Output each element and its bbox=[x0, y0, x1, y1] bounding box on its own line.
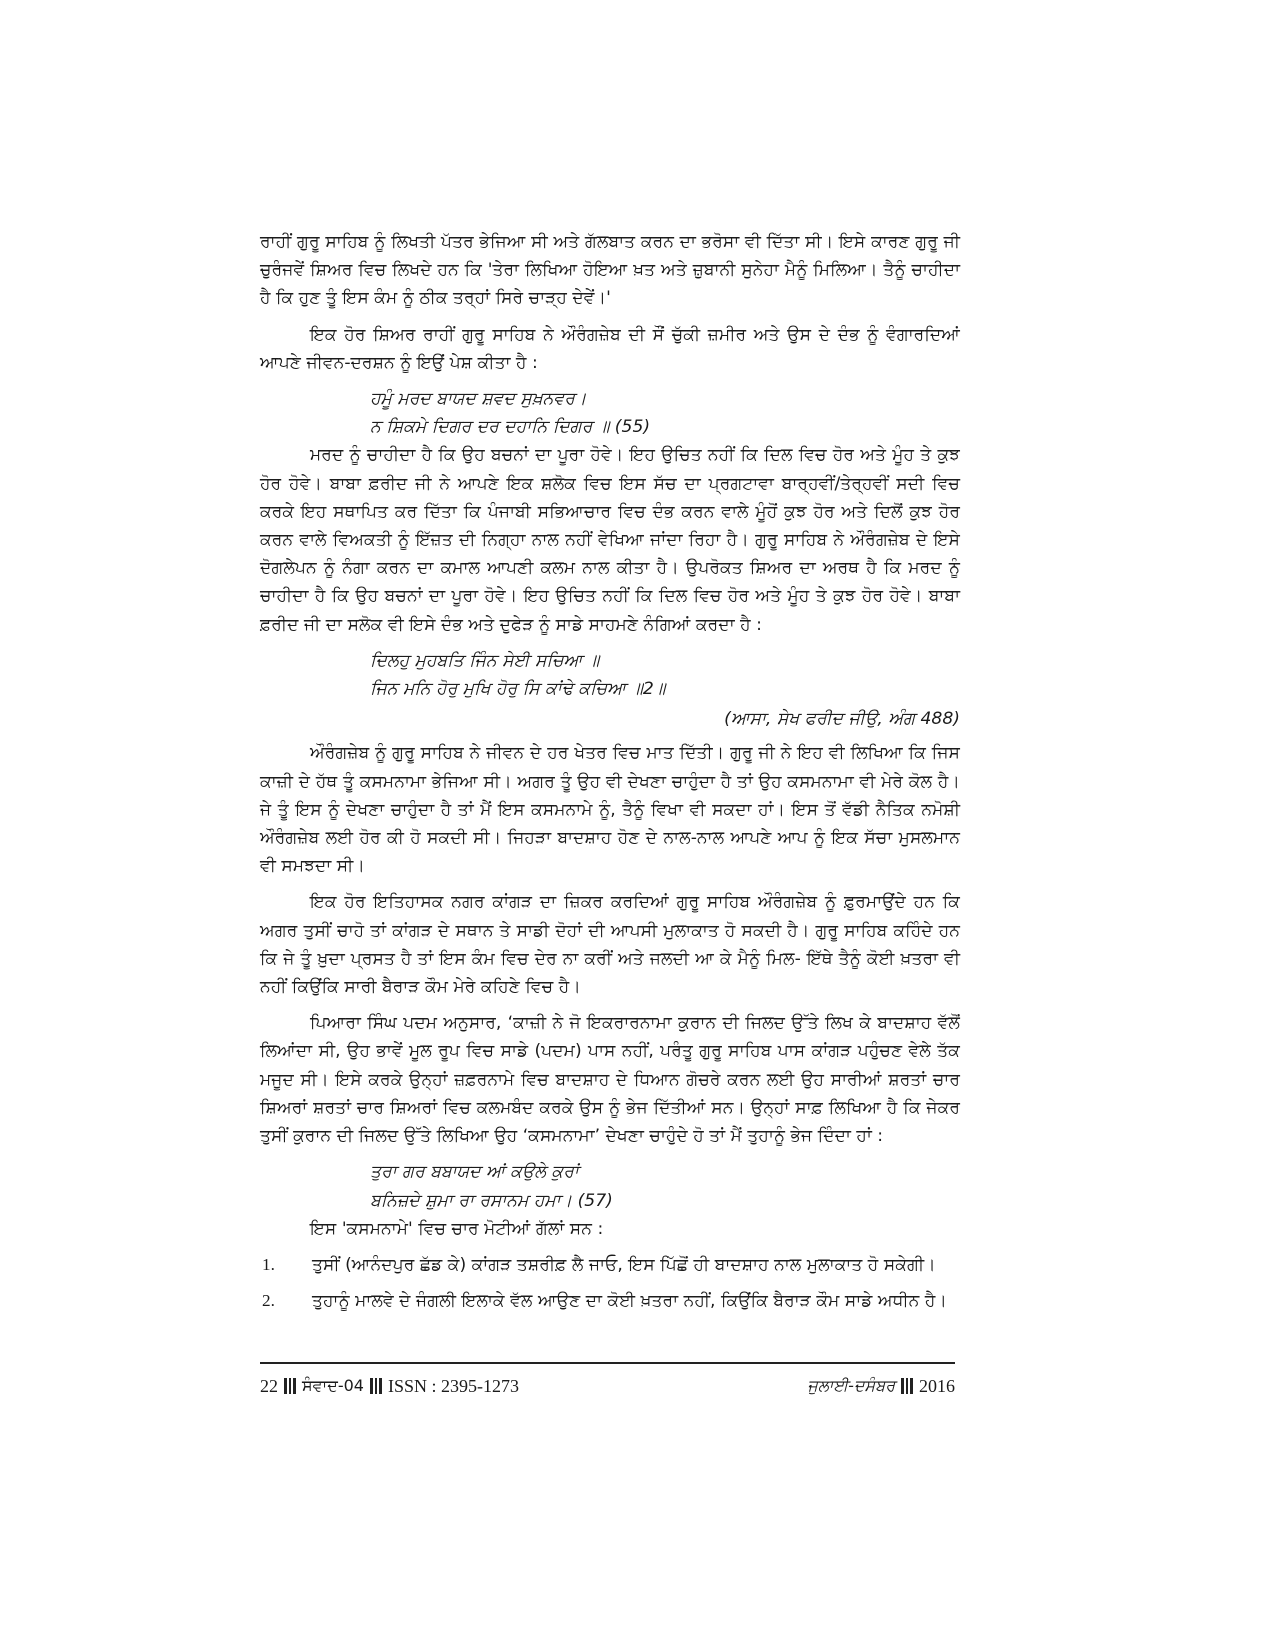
verse-line: ਹਮੂੰ ਮਰਦ ਬਾਯਦ ਸ਼ਵਦ ਸੁਖ਼ਨਵਰ। bbox=[370, 389, 587, 410]
issue-year: 2016 bbox=[919, 1375, 955, 1396]
page-body bbox=[260, 228, 960, 1323]
paragraph: ਔਰੰਗਜ਼ੇਬ ਨੂੰ ਗੁਰੂ ਸਾਹਿਬ ਨੇ ਜੀਵਨ ਦੇ ਹਰ ਖੇਤਰ ਵਿਚ ਮਾਤ ਦਿੱਤੀ। ਗੁਰੂ ਜੀ ਨੇ ਇਹ ਵੀ ਲਿਖਿਆ ਕਿ ਜਿਸ ਕਾਜ਼ੀ ਦੇ ਹੱਥ ਤੂੰ ਕਸਮਨਾਮਾ ਭੇਜਿਆ ਸੀ। ਅਗਰ ਤੂੰ ਉਹ ਵੀ ਦੇਖਣਾ ਚਾਹੁੰਦਾ ਹੈ ਤਾਂ ਉਹ ਕਸਮਨਾਮਾ ਵੀ ਮੇਰੇ ਕੋਲ ਹੈ। ਜੇ ਤੂੰ ਇਸ ਨੂੰ ਦੇਖਣਾ ਚਾਹੁੰਦਾ ਹੈ ਤਾਂ ਮੈਂ ਇਸ ਕਸਮਨਾਮੇ ਨੂੰ, ਤੈਨੂੰ ਵਿਖਾ ਵੀ ਸਕਦਾ ਹਾਂ। ਇਸ ਤੋਂ ਵੱਡੀ ਨੈਤਿਕ ਨਮੋਸ਼ੀ ਔਰੰਗਜ਼ੇਬ ਲਈ ਹੋਰ ਕੀ ਹੋ ਸਕਦੀ ਸੀ। ਜਿਹੜਾ ਬਾਦਸ਼ਾਹ ਹੋਣ ਦੇ ਨਾਲ-ਨਾਲ ਆਪਣੇ ਆਪ ਨੂੰ ਇਕ ਸੱਚਾ ਮੁਸਲਮਾਨ ਵੀ ਸਮਝਦਾ ਸੀ। bbox=[260, 743, 960, 877]
numbered-list bbox=[260, 1251, 960, 1315]
page-footer bbox=[260, 1371, 955, 1401]
issn: ISSN : 2395-1273 bbox=[387, 1375, 519, 1396]
list-number: 2. bbox=[262, 1291, 275, 1311]
list-item bbox=[260, 1287, 960, 1315]
separator-bars-icon bbox=[284, 1378, 296, 1394]
journal-name: ਸੰਵਾਦ-04 bbox=[302, 1376, 364, 1395]
paragraph: ਇਕ ਹੋਰ ਸ਼ਿਅਰ ਰਾਹੀਂ ਗੁਰੂ ਸਾਹਿਬ ਨੇ ਔਰੰਗਜ਼ੇਬ ਦੀ ਸੌਂ ਚੁੱਕੀ ਜ਼ਮੀਰ ਅਤੇ ਉਸ ਦੇ ਦੰਭ ਨੂੰ ਵੰਗਾਰਦਿਆਂ ਆਪਣੇ ਜੀਵਨ-ਦਰਸ਼ਨ ਨੂੰ ਇਉਂ ਪੇਸ਼ ਕੀਤਾ ਹੈ : bbox=[260, 324, 960, 373]
separator-bars-icon bbox=[370, 1378, 382, 1394]
verse-line: ਤੁਰਾ ਗਰ ਬਬਾਯਦ ਆਂ ਕਉਲੇ ਕੁਰਾਂ bbox=[370, 1162, 579, 1183]
paragraph: ਪਿਆਰਾ ਸਿੰਘ ਪਦਮ ਅਨੁਸਾਰ, ‘ਕਾਜ਼ੀ ਨੇ ਜੋ ਇਕਰਾਰਨਾਮਾ ਕੁਰਾਨ ਦੀ ਜਿਲਦ ਉੱਤੇ ਲਿਖ ਕੇ ਬਾਦਸ਼ਾਹ ਵੱਲੋਂ ਲਿਆਂਦਾ ਸੀ, ਉਹ ਭਾਵੇਂ ਮੂਲ ਰੂਪ ਵਿਚ ਸਾਡੇ (ਪਦਮ) ਪਾਸ ਨਹੀਂ, ਪਰੰਤੂ ਗੁਰੂ ਸਾਹਿਬ ਪਾਸ ਕਾਂਗੜ ਪਹੁੰਚਣ ਵੇਲੇ ਤੱਕ ਮਜੂਦ ਸੀ। ਇਸੇ ਕਰਕੇ ਉਨ੍ਹਾਂ ਜ਼ਫ਼ਰਨਾਮੇ ਵਿਚ ਬਾਦਸ਼ਾਹ ਦੇ ਧਿਆਨ ਗੋਚਰੇ ਕਰਨ ਲਈ ਉਹ ਸਾਰੀਆਂ ਸ਼ਰਤਾਂ ਚਾਰ ਸ਼ਿਅਰਾਂ ਸ਼ਰਤਾਂ ਚਾਰ ਸ਼ਿਅਰਾਂ ਵਿਚ ਕਲਮਬੰਦ ਕਰਕੇ ਉਸ ਨੂੰ ਭੇਜ ਦਿੱਤੀਆਂ ਸਨ। ਉਨ੍ਹਾਂ ਸਾਫ਼ ਲਿਖਿਆ ਹੈ ਕਿ ਜੇਕਰ ਤੁਸੀਂ ਕੁਰਾਨ ਦੀ ਜਿਲਦ ਉੱਤੇ ਲਿਖਿਆ ਉਹ ‘ਕਸਮਨਾਮਾ’ ਦੇਖਣਾ ਚਾਹੁੰਦੇ ਹੋ ਤਾਂ ਮੈਂ ਤੁਹਾਨੂੰ ਭੇਜ ਦਿੰਦਾ ਹਾਂ : bbox=[260, 1013, 960, 1147]
list-item bbox=[260, 1251, 960, 1279]
verse-line: ਨ ਸ਼ਿਕਮੇ ਦਿਗਰ ਦਰ ਦਹਾਨਿ ਦਿਗਰ ॥ (55) bbox=[370, 417, 651, 438]
list-number: 1. bbox=[262, 1254, 275, 1274]
paragraph: ਇਸ 'ਕਸਮਨਾਮੇ' ਵਿਚ ਚਾਰ ਮੋਟੀਆਂ ਗੱਲਾਂ ਸਨ : bbox=[310, 1218, 604, 1239]
footer-rule bbox=[260, 1362, 955, 1364]
verse-line: ਦਿਲਹੁ ਮੁਹਬਤਿ ਜਿੰਨ ਸੇਈ ਸਚਿਆ ॥ bbox=[370, 650, 600, 671]
paragraph: ਰਾਹੀਂ ਗੁਰੂ ਸਾਹਿਬ ਨੂੰ ਲਿਖਤੀ ਪੱਤਰ ਭੇਜਿਆ ਸੀ ਅਤੇ ਗੱਲਬਾਤ ਕਰਨ ਦਾ ਭਰੋਸਾ ਵੀ ਦਿੱਤਾ ਸੀ। ਇਸੇ ਕਾਰਣ ਗੁਰੂ ਜੀ ਚੁਰੰਜਵੇਂ ਸ਼ਿਅਰ ਵਿਚ ਲਿਖਦੇ ਹਨ ਕਿ 'ਤੇਰਾ ਲਿਖਿਆ ਹੋਇਆ ਖ਼ਤ ਅਤੇ ਜ਼ੁਬਾਨੀ ਸੁਨੇਹਾ ਮੈਨੂੰ ਮਿਲਿਆ। ਤੈਨੂੰ ਚਾਹੀਦਾ ਹੈ ਕਿ ਹੁਣ ਤੂੰ ਇਸ ਕੰਮ ਨੂੰ ਠੀਕ ਤਰ੍ਹਾਂ ਸਿਰੇ ਚਾੜ੍ਹ ਦੇਵੇਂ।' bbox=[260, 232, 960, 309]
verse-block bbox=[370, 1158, 960, 1214]
verse-line: ਬਨਿਜ਼ਦੇ ਸ਼ੁਮਾ ਰਾ ਰਸਾਨਮ ਹਮਾ। (57) bbox=[370, 1190, 613, 1211]
paragraph: ਮਰਦ ਨੂੰ ਚਾਹੀਦਾ ਹੈ ਕਿ ਉਹ ਬਚਨਾਂ ਦਾ ਪੂਰਾ ਹੋਵੇ। ਇਹ ਉਚਿਤ ਨਹੀਂ ਕਿ ਦਿਲ ਵਿਚ ਹੋਰ ਅਤੇ ਮੂੰਹ ਤੇ ਕੁਝ ਹੋਰ ਹੋਵੇ। ਬਾਬਾ ਫ਼ਰੀਦ ਜੀ ਨੇ ਆਪਣੇ ਇਕ ਸ਼ਲੋਕ ਵਿਚ ਇਸ ਸੱਚ ਦਾ ਪ੍ਰਗਟਾਵਾ ਬਾਰ੍ਹਵੀਂ/ਤੇਰ੍ਹਵੀਂ ਸਦੀ ਵਿਚ ਕਰਕੇ ਇਹ ਸਥਾਪਿਤ ਕਰ ਦਿੱਤਾ ਕਿ ਪੰਜਾਬੀ ਸਭਿਆਚਾਰ ਵਿਚ ਦੰਭ ਕਰਨ ਵਾਲੇ ਮੂੰਹੋਂ ਕੁਝ ਹੋਰ ਅਤੇ ਦਿਲੋਂ ਕੁਝ ਹੋਰ ਕਰਨ ਵਾਲੇ ਵਿਅਕਤੀ ਨੂੰ ਇੱਜ਼ਤ ਦੀ ਨਿਗ੍ਹਾ ਨਾਲ ਨਹੀਂ ਵੇਖਿਆ ਜਾਂਦਾ ਰਿਹਾ ਹੈ। ਗੁਰੂ ਸਾਹਿਬ ਨੇ ਔਰੰਗਜ਼ੇਬ ਦੇ ਇਸੇ ਦੋਗਲੇਪਨ ਨੂੰ ਨੰਗਾ ਕਰਨ ਦਾ ਕਮਾਲ ਆਪਣੀ ਕਲਮ ਨਾਲ ਕੀਤਾ ਹੈ। ਉਪਰੋਕਤ ਸ਼ਿਅਰ ਦਾ ਅਰਥ ਹੈ ਕਿ ਮਰਦ ਨੂੰ ਚਾਹੀਦਾ ਹੈ ਕਿ ਉਹ ਬਚਨਾਂ ਦਾ ਪੂਰਾ ਹੋਵੇ। ਇਹ ਉਚਿਤ ਨਹੀਂ ਕਿ ਦਿਲ ਵਿਚ ਹੋਰ ਅਤੇ ਮੂੰਹ ਤੇ ਕੁਝ ਹੋਰ ਹੋਵੇ। ਬਾਬਾ ਫ਼ਰੀਦ ਜੀ ਦਾ ਸਲੋਕ ਵੀ ਇਸੇ ਦੰਭ ਅਤੇ ਦੁਫੇੜ ਨੂੰ ਸਾਡੇ ਸਾਹਮਣੇ ਨੰਗਿਆਂ ਕਰਦਾ ਹੈ : bbox=[260, 445, 960, 635]
separator-bars-icon bbox=[901, 1378, 913, 1394]
verse-block bbox=[370, 385, 960, 441]
verse-line: ਜਿਨ ਮਨਿ ਹੋਰੁ ਮੁਖਿ ਹੋਰੁ ਸਿ ਕਾਂਢੇ ਕਚਿਆ ॥2॥ bbox=[370, 679, 666, 700]
footer-right bbox=[807, 1376, 955, 1397]
footer-left bbox=[260, 1376, 519, 1397]
list-item-text: ਤੁਹਾਨੂੰ ਮਾਲਵੇ ਦੇ ਜੰਗਲੀ ਇਲਾਕੇ ਵੱਲ ਆਉਣ ਦਾ ਕੋਈ ਖ਼ਤਰਾ ਨਹੀਂ, ਕਿਉਂਕਿ ਬੈਰਾੜ ਕੌਮ ਸਾਡੇ ਅਧੀਨ ਹੈ। bbox=[312, 1291, 947, 1312]
paragraph: ਇਕ ਹੋਰ ਇਤਿਹਾਸਕ ਨਗਰ ਕਾਂਗੜ ਦਾ ਜ਼ਿਕਰ ਕਰਦਿਆਂ ਗੁਰੂ ਸਾਹਿਬ ਔਰੰਗਜ਼ੇਬ ਨੂੰ ਫ਼ੁਰਮਾਉਂਦੇ ਹਨ ਕਿ ਅਗਰ ਤੁਸੀਂ ਚਾਹੋ ਤਾਂ ਕਾਂਗੜ ਦੇ ਸਥਾਨ ਤੇ ਸਾਡੀ ਦੋਹਾਂ ਦੀ ਆਪਸੀ ਮੁਲਾਕਾਤ ਹੋ ਸਕਦੀ ਹੈ। ਗੁਰੂ ਸਾਹਿਬ ਕਹਿੰਦੇ ਹਨ ਕਿ ਜੇ ਤੂੰ ਖ਼ੁਦਾ ਪ੍ਰਸਤ ਹੈ ਤਾਂ ਇਸ ਕੰਮ ਵਿਚ ਦੇਰ ਨਾ ਕਰੀਂ ਅਤੇ ਜਲਦੀ ਆ ਕੇ ਮੈਨੂੰ ਮਿਲ- ਇੱਥੇ ਤੈਨੂੰ ਕੋਈ ਖ਼ਤਰਾ ਵੀ ਨਹੀਂ ਕਿਉਂਕਿ ਸਾਰੀ ਬੈਰਾੜ ਕੌਮ ਮੇਰੇ ਕਹਿਣੇ ਵਿਚ ਹੈ। bbox=[260, 892, 960, 998]
verse-block bbox=[370, 647, 960, 703]
issue-period: ਜੁਲਾਈ-ਦਸੰਬਰ bbox=[807, 1376, 895, 1395]
list-item-text: ਤੁਸੀਂ (ਆਨੰਦਪੁਰ ਛੱਡ ਕੇ) ਕਾਂਗੜ ਤਸ਼ਰੀਫ਼ ਲੈ ਜਾਓ, ਇਸ ਪਿੱਛੋਂ ਹੀ ਬਾਦਸ਼ਾਹ ਨਾਲ ਮੁਲਾਕਾਤ ਹੋ ਸਕੇਗੀ। bbox=[312, 1254, 936, 1275]
page-number: 22 bbox=[260, 1375, 278, 1396]
verse-citation: (ਆਸਾ, ਸੇਖ ਫਰੀਦ ਜੀਉ, ਅੰਗ 488) bbox=[724, 709, 960, 730]
